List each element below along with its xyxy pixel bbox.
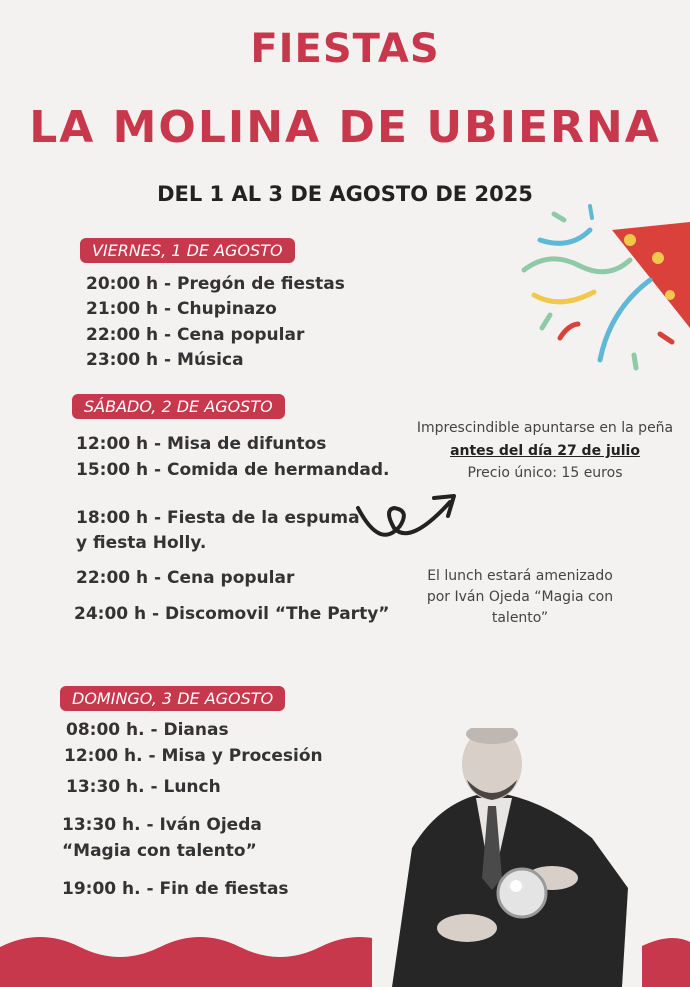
lunch-note-line1: El lunch estará amenizado <box>427 568 613 584</box>
event-item: 13:30 h. - Lunch <box>66 777 221 797</box>
magician-photo <box>372 728 642 987</box>
day-tag-sabado: SÁBADO, 2 DE AGOSTO <box>72 394 285 419</box>
poster-title-line2: LA MOLINA DE UBIERNA <box>29 102 661 153</box>
lunch-note-line3: talento” <box>491 610 549 626</box>
event-item: 23:00 h - Música <box>86 350 244 370</box>
event-item: 20:00 h - Pregón de fiestas <box>86 274 345 294</box>
signup-note: Imprescindible apuntarse en la peña <box>416 420 674 436</box>
event-item: 12:00 h. - Misa y Procesión <box>64 746 323 766</box>
poster-title-line1: FIESTAS <box>250 26 440 72</box>
curved-arrow-icon <box>350 480 470 550</box>
event-item: 13:30 h. - Iván Ojeda <box>62 815 262 835</box>
day-tag-domingo: DOMINGO, 3 DE AGOSTO <box>60 686 285 711</box>
event-item: y fiesta Holly. <box>76 533 207 553</box>
event-item: 21:00 h - Chupinazo <box>86 299 277 319</box>
party-confetti-icon <box>520 200 690 375</box>
event-item: 24:00 h - Discomovil “The Party” <box>74 604 390 624</box>
lunch-note-line2: por Iván Ojeda “Magia con <box>426 589 614 605</box>
event-item: 18:00 h - Fiesta de la espuma <box>76 508 360 528</box>
event-item: 22:00 h - Cena popular <box>76 568 295 588</box>
event-item: 19:00 h. - Fin de fiestas <box>62 879 289 899</box>
event-item: 12:00 h - Misa de difuntos <box>76 434 327 454</box>
event-item: “Magia con talento” <box>62 841 257 861</box>
event-item: 08:00 h. - Dianas <box>66 720 229 740</box>
price-note: Precio único: 15 euros <box>467 465 623 481</box>
day-tag-viernes: VIERNES, 1 DE AGOSTO <box>80 238 295 263</box>
deadline-note: antes del día 27 de julio <box>450 443 640 459</box>
event-item: 22:00 h - Cena popular <box>86 325 305 345</box>
event-item: 15:00 h - Comida de hermandad. <box>76 460 390 480</box>
date-range: DEL 1 AL 3 DE AGOSTO DE 2025 <box>157 182 533 206</box>
